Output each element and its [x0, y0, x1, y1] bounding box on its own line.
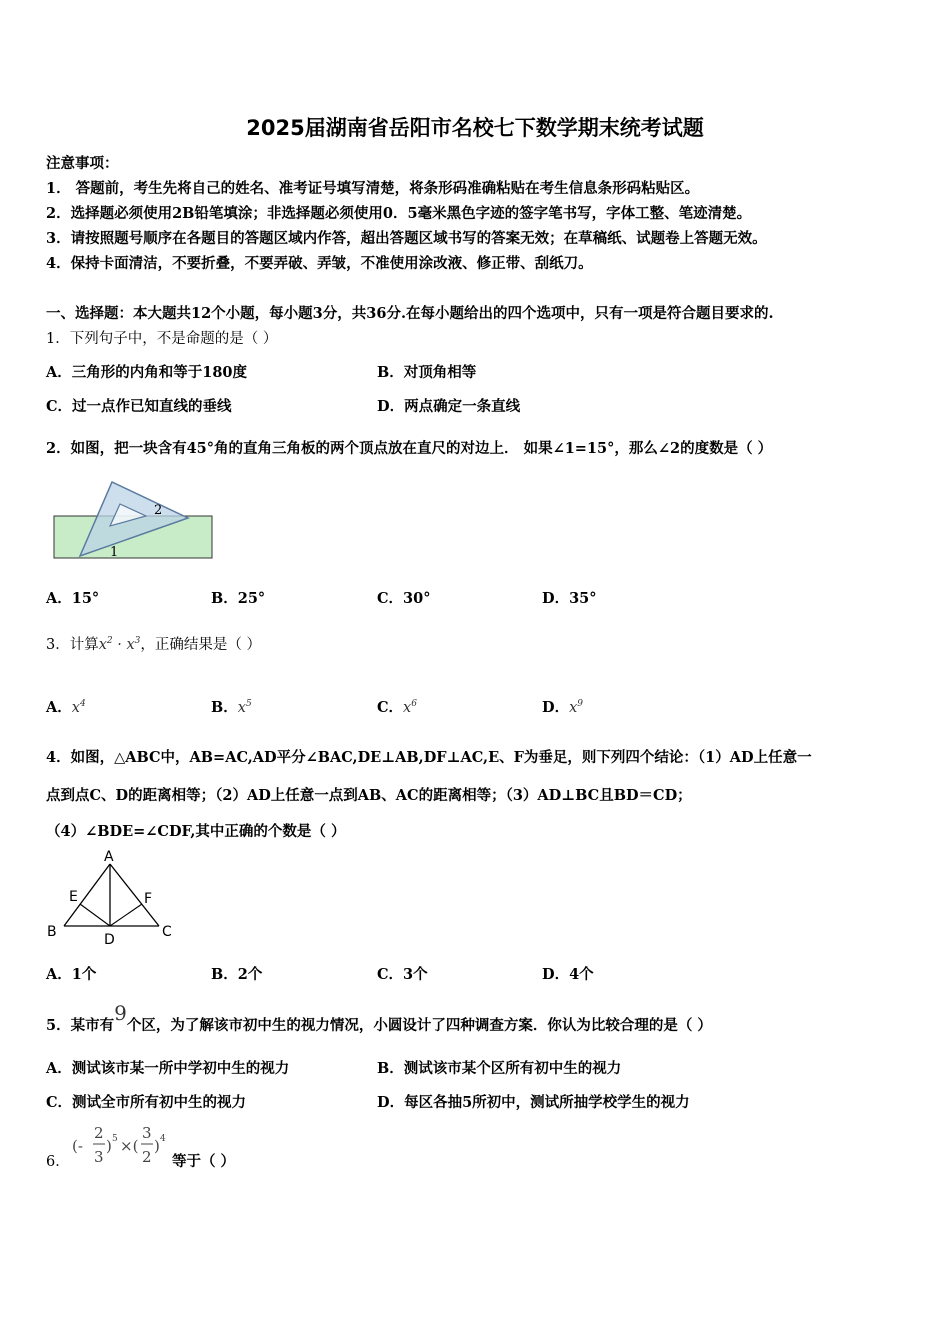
q4-stem-line-2: 点到点C、D的距离相等；（2）AD上任意一点到AB、AC的距离相等；（3）AD⊥BC且BD＝CD；: [46, 787, 692, 804]
q3-option-d-exp: 9: [577, 699, 583, 710]
q3-math-x1: x: [98, 637, 107, 653]
q4-option-c: C．3个: [377, 966, 428, 983]
section-header: 一、选择题：本大题共12个小题，每小题3分，共36分.在每小题给出的四个选项中，只有一项是符合题目要求的.: [46, 305, 774, 322]
notice-item-2: 2．选择题必须使用2B铅笔填涂；非选择题必须使用0．5毫米黑色字迹的签字笔书写，字体工整、笔迹清楚。: [46, 205, 752, 222]
q3-math-exp2: 2: [106, 636, 113, 647]
q5-option-b: B．测试该市某个区所有初中生的视力: [377, 1060, 622, 1077]
q4-option-a: A．1个: [46, 966, 97, 983]
q4-stem-line-1: 4．如图，△ABC中，AB=AC,AD平分∠BAC,DE⊥AB,DF⊥AC,E、F为垂足，则下列四个结论：（1）AD上任意一: [46, 749, 812, 766]
vertex-d-label: D: [104, 932, 115, 948]
q3-option-c-label: C．: [377, 699, 404, 716]
q3-option-d-label: D．: [542, 699, 570, 716]
notice-heading: 注意事项：: [46, 155, 119, 172]
q3-option-c: [377, 696, 417, 717]
q3-option-a-x: x: [71, 700, 80, 716]
page-title: 2025届湖南省岳阳市名校七下数学期末统考试题: [246, 116, 704, 140]
q3-option-c-exp: 6: [411, 699, 417, 710]
q1-option-d: D．两点确定一条直线: [377, 398, 521, 415]
q3-stem-post: ，正确结果是（ ）: [140, 637, 262, 653]
expr-num-1: 2: [94, 1124, 104, 1142]
q1-option-c: C．过一点作已知直线的垂线: [46, 398, 232, 415]
q5-number: 9: [114, 1001, 127, 1025]
q5-stem: [46, 1001, 712, 1035]
q4-stem-line-3: （4）∠BDE=∠CDF,其中正确的个数是（ ）: [46, 823, 346, 840]
q3-option-d: [542, 696, 583, 717]
expr-den-2: 2: [142, 1148, 152, 1166]
segment-df: [110, 904, 142, 926]
q5-option-c: C．测试全市所有初中生的视力: [46, 1094, 247, 1111]
expr-exp-1: 5: [112, 1134, 118, 1144]
q2-option-a: A．15°: [46, 590, 100, 607]
q3-option-a-exp: 4: [79, 699, 86, 710]
q5-stem-post: 个区，为了解该市初中生的视力情况，小圆设计了四种调查方案．你认为比较合理的是（ ）: [126, 1017, 712, 1034]
vertex-e-label: E: [69, 889, 78, 905]
q3-option-b: [211, 696, 252, 717]
q3-option-b-x: x: [237, 700, 246, 716]
vertex-b-label: B: [47, 924, 57, 940]
q5-stem-pre: 5．某市有: [46, 1017, 115, 1034]
angle-1-label: 1: [110, 545, 119, 560]
q2-option-b: B．25°: [211, 590, 266, 607]
q2-ruler-triangle-figure: [50, 478, 218, 564]
expr-exp-2: 4: [160, 1134, 166, 1144]
q3-stem: [46, 633, 261, 654]
q2-option-c: C．30°: [377, 590, 431, 607]
expr-left-paren: (-: [72, 1137, 83, 1155]
segment-de: [80, 904, 110, 926]
q4-triangle-figure: [44, 846, 184, 948]
q3-option-d-x: x: [569, 700, 578, 716]
expr-times: ×(: [120, 1137, 139, 1155]
q6-number: 6．: [46, 1154, 70, 1170]
q3-math-x2: x: [126, 637, 135, 653]
q1-option-a: A．三角形的内角和等于180度: [46, 364, 248, 381]
expr-rparen-1: ): [106, 1137, 112, 1155]
expr-num-2: 3: [142, 1124, 152, 1142]
q2-stem: 2．如图，把一块含有45°角的直角三角板的两个顶点放在直尺的对边上． 如果∠1=15°，那么∠2的度数是（ ）: [46, 440, 773, 457]
q4-option-d: D．4个: [542, 966, 594, 983]
q2-option-d: D．35°: [542, 590, 597, 607]
q3-math-dot: ·: [117, 637, 122, 653]
expr-rparen-2: ): [154, 1137, 160, 1155]
q6-expression: [72, 1122, 172, 1172]
angle-2-label: 2: [154, 503, 163, 518]
vertex-a-label: A: [104, 849, 114, 865]
q3-option-a: [46, 696, 86, 717]
q6-stem: 等于（ ）: [172, 1153, 236, 1170]
q3-option-c-x: x: [403, 700, 412, 716]
q1-stem: 1．下列句子中，不是命题的是（ ）: [46, 331, 278, 347]
notice-item-3: 3．请按照题号顺序在各题目的答题区域内作答，超出答题区域书写的答案无效；在草稿纸、试题卷上答题无效。: [46, 230, 767, 247]
expr-den-1: 3: [94, 1148, 104, 1166]
q3-stem-pre: 3．计算: [46, 637, 99, 653]
q3-option-b-label: B．: [211, 699, 238, 716]
notice-item-1: 1． 答题前，考生先将自己的姓名、准考证号填写清楚，将条形码准确粘贴在考生信息条形码粘贴区。: [46, 180, 700, 197]
q5-option-d: D．每区各抽5所初中，测试所抽学校学生的视力: [377, 1094, 690, 1111]
q3-math-exp3: 3: [134, 636, 141, 647]
notice-item-4: 4．保持卡面清洁，不要折叠，不要弄破、弄皱，不准使用涂改液、修正带、刮纸刀。: [46, 255, 593, 272]
q1-option-b: B．对顶角相等: [377, 364, 477, 381]
q5-option-a: A．测试该市某一所中学初中生的视力: [46, 1060, 290, 1077]
vertex-c-label: C: [162, 924, 172, 940]
q3-option-b-exp: 5: [245, 699, 252, 710]
q4-option-b: B．2个: [211, 966, 263, 983]
q3-option-a-label: A．: [46, 699, 72, 716]
vertex-f-label: F: [144, 891, 153, 907]
